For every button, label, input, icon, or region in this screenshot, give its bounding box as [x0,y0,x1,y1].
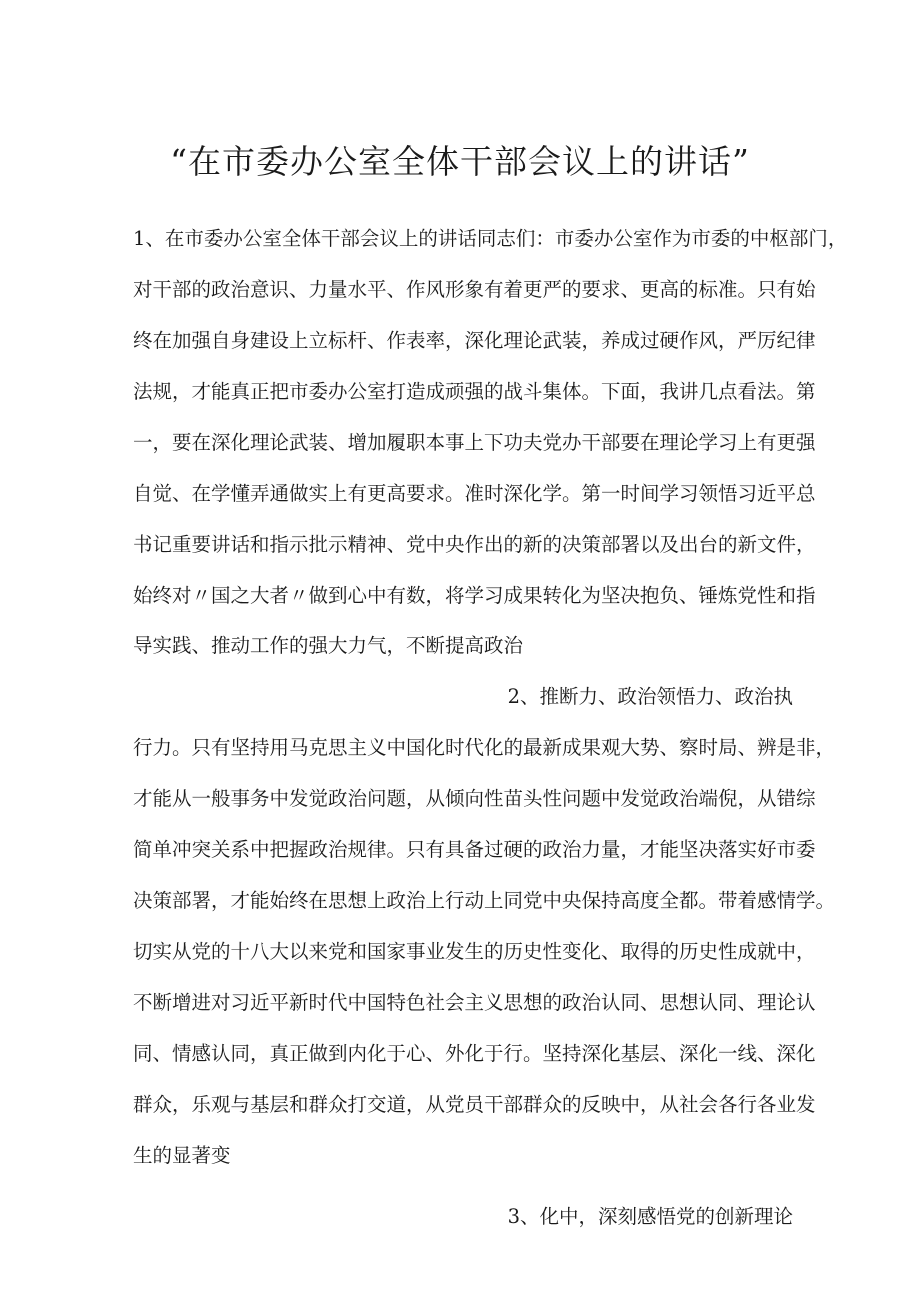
text-line: 决策部署，才能始终在思想上政治上行动上同党中央保持高度全都。带着感情学。 [133,889,836,912]
text-line: 不断增进对习近平新时代中国特色社会主义思想的政治认同、思想认同、理论认 [133,991,816,1014]
text-line: 终在加强自身建设上立标杆、作表率，深化理论武装，养成过硬作风，严厉纪律 [133,329,816,352]
text-line: 群众，乐观与基层和群众打交道，从党员干部群众的反映中，从社会各行各业发 [133,1093,816,1116]
text-line: 行力。只有坚持用马克思主义中国化时代化的最新成果观大势、察时局、辨是非， [133,736,836,759]
text-line: 简单冲突关系中把握政治规律。只有具备过硬的政治力量，才能坚决落实好市委 [133,838,816,861]
text-line: 自觉、在学懂弄通做实上有更高要求。准时深化学。第一时间学习领悟习近平总 [133,482,816,505]
text-line: 一，要在深化理论武装、增加履职本事上下功夫党办干部要在理论学习上有更强 [133,431,816,454]
text-line: 1、在市委办公室全体干部会议上的讲话同志们：市委办公室作为市委的中枢部门， [133,227,848,250]
text-line: 生的显著变 [133,1144,231,1167]
text-line: 法规，才能真正把市委办公室打造成顽强的战斗集体。下面，我讲几点看法。第 [133,380,816,403]
text-line: 才能从一般事务中发觉政治问题，从倾向性苗头性问题中发觉政治端倪，从错综 [133,787,816,810]
text-line: 同、情感认同，真正做到内化于心、外化于行。坚持深化基层、深化一线、深化 [133,1042,816,1065]
document-title: “在市委办公室全体干部会议上的讲话” [170,142,750,181]
text-line: 始终对〃国之大者〃做到心中有数，将学习成果转化为坚决抱负、锤炼党性和指 [133,584,816,607]
text-line: 书记重要讲话和指示批示精神、党中央作出的新的决策部署以及出台的新文件， [133,533,816,556]
section-heading: 3、化中，深刻感悟党的创新理论 [507,1205,793,1228]
text-line: 导实践、推动工作的强大力气，不断提高政治 [133,634,524,657]
text-line: 切实从党的十八大以来党和国家事业发生的历史性变化、取得的历史性成就中， [133,940,816,963]
text-line: 对干部的政治意识、力量水平、作风形象有着更严的要求、更高的标准。只有始 [133,278,816,301]
section-heading: 2、推断力、政治领悟力、政治执 [507,685,793,708]
